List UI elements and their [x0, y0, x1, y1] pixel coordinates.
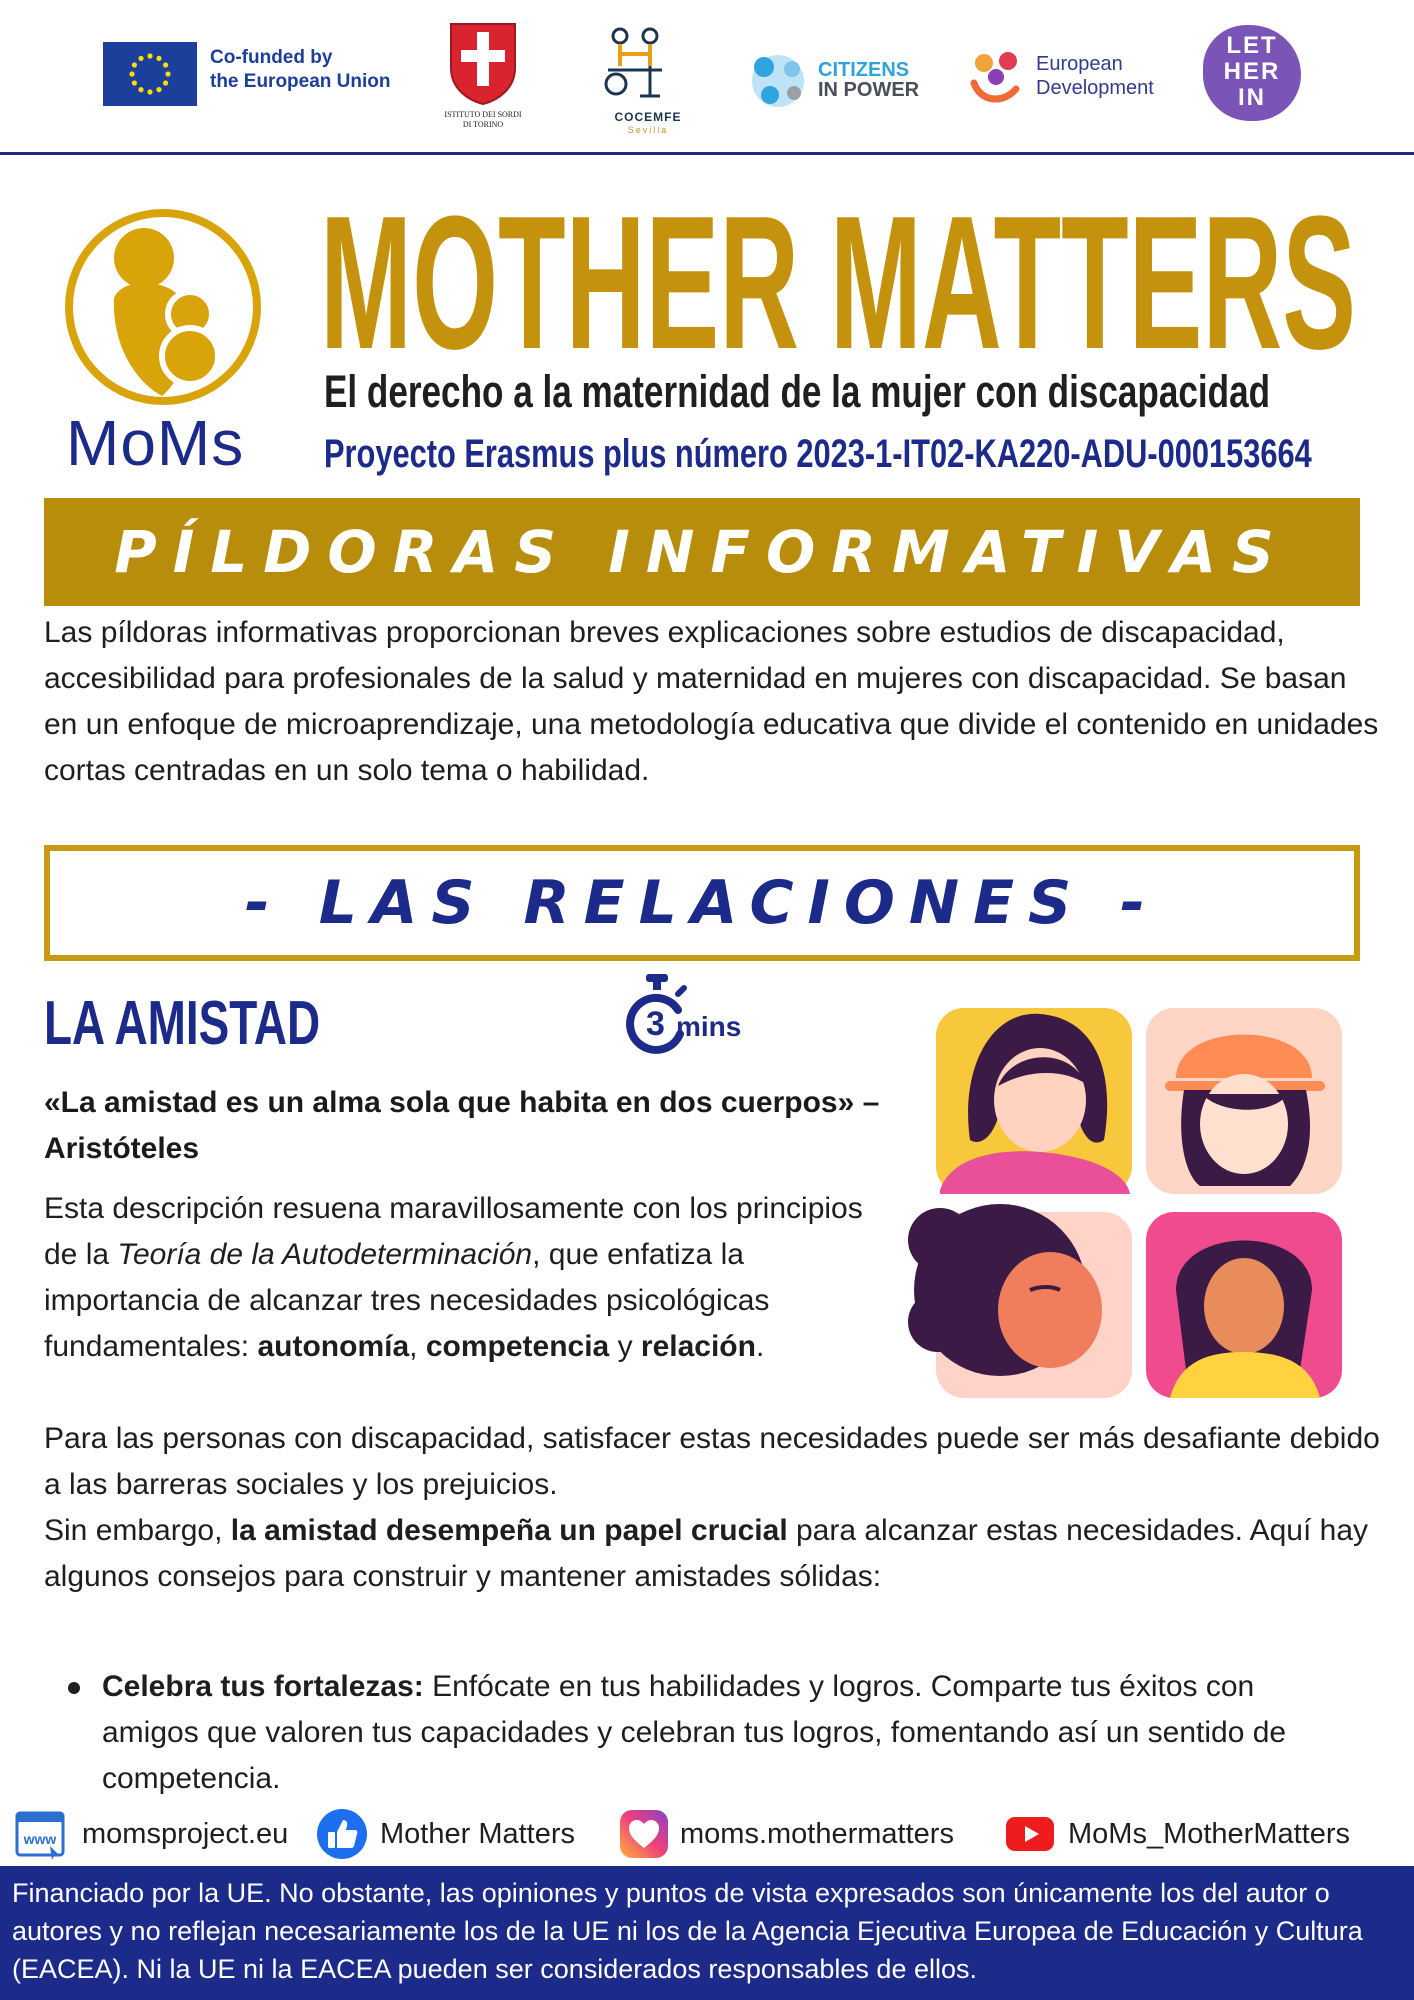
sdt-end: .	[755, 1330, 765, 1363]
instagram-heart-icon[interactable]	[618, 1808, 670, 1860]
eu-disclaimer-text: Financiado por la UE. No obstante, las opiniones y puntos de vista expresados son únicamente los del autor o autores y no reflejan necesariamente los de la UE ni los de la Agencia Ejecutiva Europea de Educación y Cultura (EACEA). Ni la UE ni la EACEA pueden ser considerados responsables de ellos.	[12, 1878, 1363, 1984]
eu-line-1: Co-funded by	[210, 47, 333, 68]
istituto-sordi-caption	[436, 110, 530, 130]
partner-logos-bar	[0, 0, 1414, 155]
friendship-emphasis: la amistad desempeña un papel crucial	[230, 1514, 788, 1547]
tip-title: Celebra tus fortalezas:	[102, 1670, 424, 1703]
friendship-text-a: Sin embargo,	[44, 1514, 231, 1547]
sdt-text-b: , que enfatiza la importancia de alcanzar tres necesidades psicológicas fundamentales:	[44, 1238, 770, 1363]
need-autonomia: autonomía	[257, 1330, 410, 1363]
section-heading-label: - LAS RELACIONES -	[244, 868, 1160, 938]
citizens-in-power-logo-icon	[742, 45, 814, 117]
page-subtitle: El derecho a la maternidad de la mujer con discapacidad	[324, 366, 1271, 417]
letherin-line-1: LET	[1226, 32, 1278, 59]
letherin-line-3: IN	[1238, 84, 1266, 111]
european-development-label	[1036, 52, 1154, 100]
citizens-in-power-label	[818, 60, 919, 100]
eu-flag-icon	[103, 42, 197, 106]
website-link[interactable]: momsproject.eu	[82, 1818, 289, 1850]
eu-cofunded-label	[210, 46, 391, 94]
istituto-caption-line-2: DI TORINO	[462, 120, 504, 129]
project-number: Proyecto Erasmus plus número 2023-1-IT02-KA220-ADU-000153664	[324, 432, 1312, 476]
tips-list	[44, 1664, 1344, 1802]
istituto-sordi-shield-icon	[449, 22, 517, 106]
pildoras-banner	[44, 498, 1360, 606]
list-item	[44, 1664, 1344, 1802]
sdt-paragraph	[44, 1186, 874, 1370]
citizens-line-2: IN POWER	[818, 79, 920, 101]
reading-time-number: 3	[646, 1005, 665, 1043]
barriers-paragraph: Para las personas con discapacidad, satisfacer estas necesidades puede ser más desafiante debido a las barreras sociales y los prejuicios.	[44, 1422, 1380, 1501]
bullet-icon	[68, 1682, 80, 1694]
reading-time-unit: mins	[676, 1011, 742, 1042]
moms-wordmark: MoMs	[66, 407, 245, 479]
cocemfe-name: COCEMFE	[614, 110, 682, 124]
sdt-sep-1: ,	[409, 1330, 426, 1363]
cocemfe-city: Sevilla	[627, 125, 669, 135]
eudev-line-1: European	[1036, 53, 1123, 75]
page-title	[320, 198, 1400, 364]
letherin-line-2: HER	[1223, 58, 1281, 85]
need-competencia: competencia	[425, 1330, 610, 1363]
header-divider	[0, 152, 1414, 155]
let-her-in-logo	[1203, 25, 1301, 121]
need-relacion: relación	[640, 1330, 756, 1363]
website-icon[interactable]	[14, 1808, 66, 1860]
svg-text:www: www	[23, 1831, 57, 1847]
friends-illustration	[880, 990, 1350, 1410]
intro-paragraph: Las píldoras informativas proporcionan breves explicaciones sobre estudios de discapacidad, accesibilidad para profesionales de la salud y maternidad en mujeres con discapacidad. Se basan en un enfoque de microaprendizaje, una metodología educativa que divide el contenido en unidades cortas centradas en un solo tema o habilidad.	[44, 616, 1379, 787]
european-development-logo-icon	[964, 45, 1028, 109]
social-links-bar	[0, 1808, 1414, 1860]
cocemfe-logo-icon	[600, 26, 670, 104]
pildoras-banner-label: PÍLDORAS INFORMATIVAS	[114, 518, 1290, 586]
eu-disclaimer-footer	[0, 1866, 1414, 2000]
article-heading: LA AMISTAD	[44, 989, 321, 1058]
moms-logo-icon	[62, 206, 264, 408]
aristotle-quote: «La amistad es un alma sola que habita en dos cuerpos» – Aristóteles	[44, 1086, 880, 1165]
sdt-text-a: Esta descripción resuena maravillosamente con los principios de la	[44, 1192, 863, 1271]
citizens-line-1: CITIZENS	[818, 59, 910, 81]
eudev-line-2: Development	[1036, 77, 1154, 99]
sdt-sep-2: y	[609, 1330, 641, 1363]
facebook-link[interactable]: Mother Matters	[380, 1818, 575, 1850]
tip-text: Enfócate en tus habilidades y logros. Comparte tus éxitos con amigos que valoren tus capacidades y celebran tus logros, fomentando así un sentido de competencia.	[102, 1670, 1287, 1795]
facebook-like-icon[interactable]	[316, 1808, 368, 1860]
svg-text:MOTHER MATTERS: MOTHER MATTERS	[320, 198, 1356, 364]
section-heading-box	[44, 845, 1360, 961]
sdt-theory-name: Teoría de la Autodeterminación	[117, 1238, 533, 1271]
instagram-link[interactable]: moms.mothermatters	[680, 1818, 954, 1850]
friendship-paragraph	[44, 1508, 1384, 1600]
friendship-text-b: para alcanzar estas necesidades. Aquí hay algunos consejos para construir y mantener amistades sólidas:	[44, 1514, 1369, 1593]
eu-line-2: the European Union	[210, 71, 391, 92]
let-her-in-label	[1203, 33, 1301, 111]
youtube-icon[interactable]	[1004, 1808, 1056, 1860]
istituto-caption-line-1: ISTITUTO DEI SORDI	[444, 110, 522, 119]
youtube-link[interactable]: MoMs_MotherMatters	[1068, 1818, 1351, 1850]
